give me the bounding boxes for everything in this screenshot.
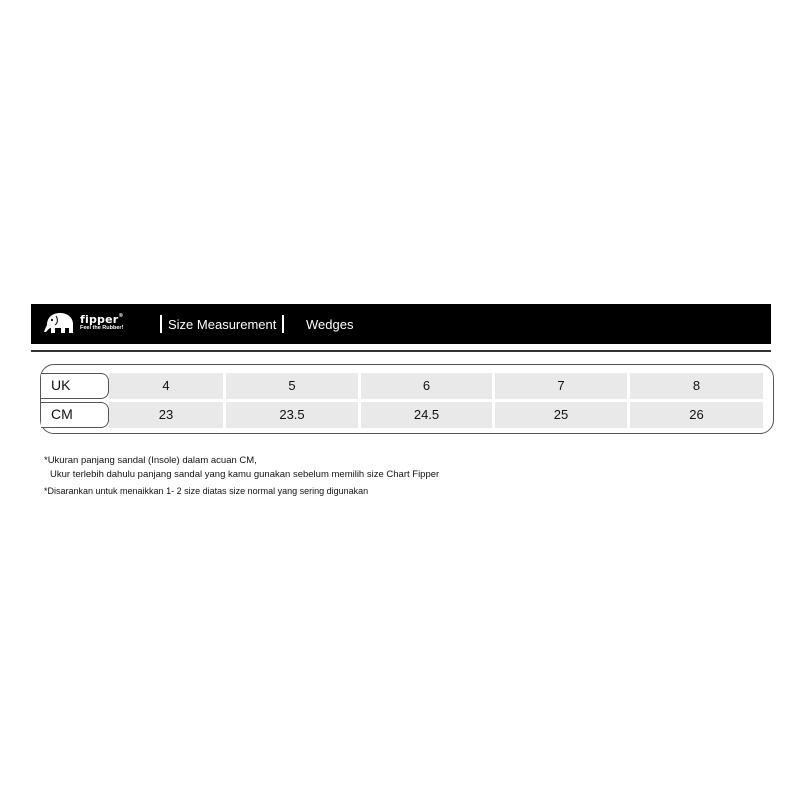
table-cell: 6 — [361, 373, 492, 399]
table-cell: 26 — [630, 402, 763, 428]
brand-name: fipper® — [80, 313, 124, 327]
elephant-icon — [43, 311, 75, 335]
table-cell: 8 — [630, 373, 763, 399]
note-line: Ukur terlebih dahulu panjang sandal yang kamu gunakan sebelum memilih size Chart Fipper — [50, 469, 440, 480]
header-divider — [282, 315, 284, 333]
divider — [31, 350, 771, 352]
note-line: *Disarankan untuk menaikkan 1- 2 size diatas size normal yang sering digunakan — [44, 486, 369, 496]
table-cell: 23.5 — [226, 402, 358, 428]
category-label: Wedges — [306, 317, 354, 332]
header-bar — [31, 304, 771, 344]
page-title: Size Measurement — [168, 317, 277, 332]
table-cell: 5 — [226, 373, 358, 399]
row-label-uk: UK — [41, 373, 109, 399]
row-label-cm: CM — [41, 402, 109, 428]
brand-logo — [43, 311, 124, 335]
size-table — [40, 364, 774, 434]
table-cell: 7 — [495, 373, 627, 399]
table-cell: 4 — [109, 373, 223, 399]
brand-tagline: Feel the Rubber! — [80, 325, 124, 332]
size-notes — [44, 454, 439, 498]
table-cell: 25 — [495, 402, 627, 428]
table-cell: 24.5 — [361, 402, 492, 428]
table-cell: 23 — [109, 402, 223, 428]
note-line: *Ukuran panjang sandal (Insole) dalam acuan CM, — [44, 455, 257, 466]
header-divider — [160, 315, 162, 333]
